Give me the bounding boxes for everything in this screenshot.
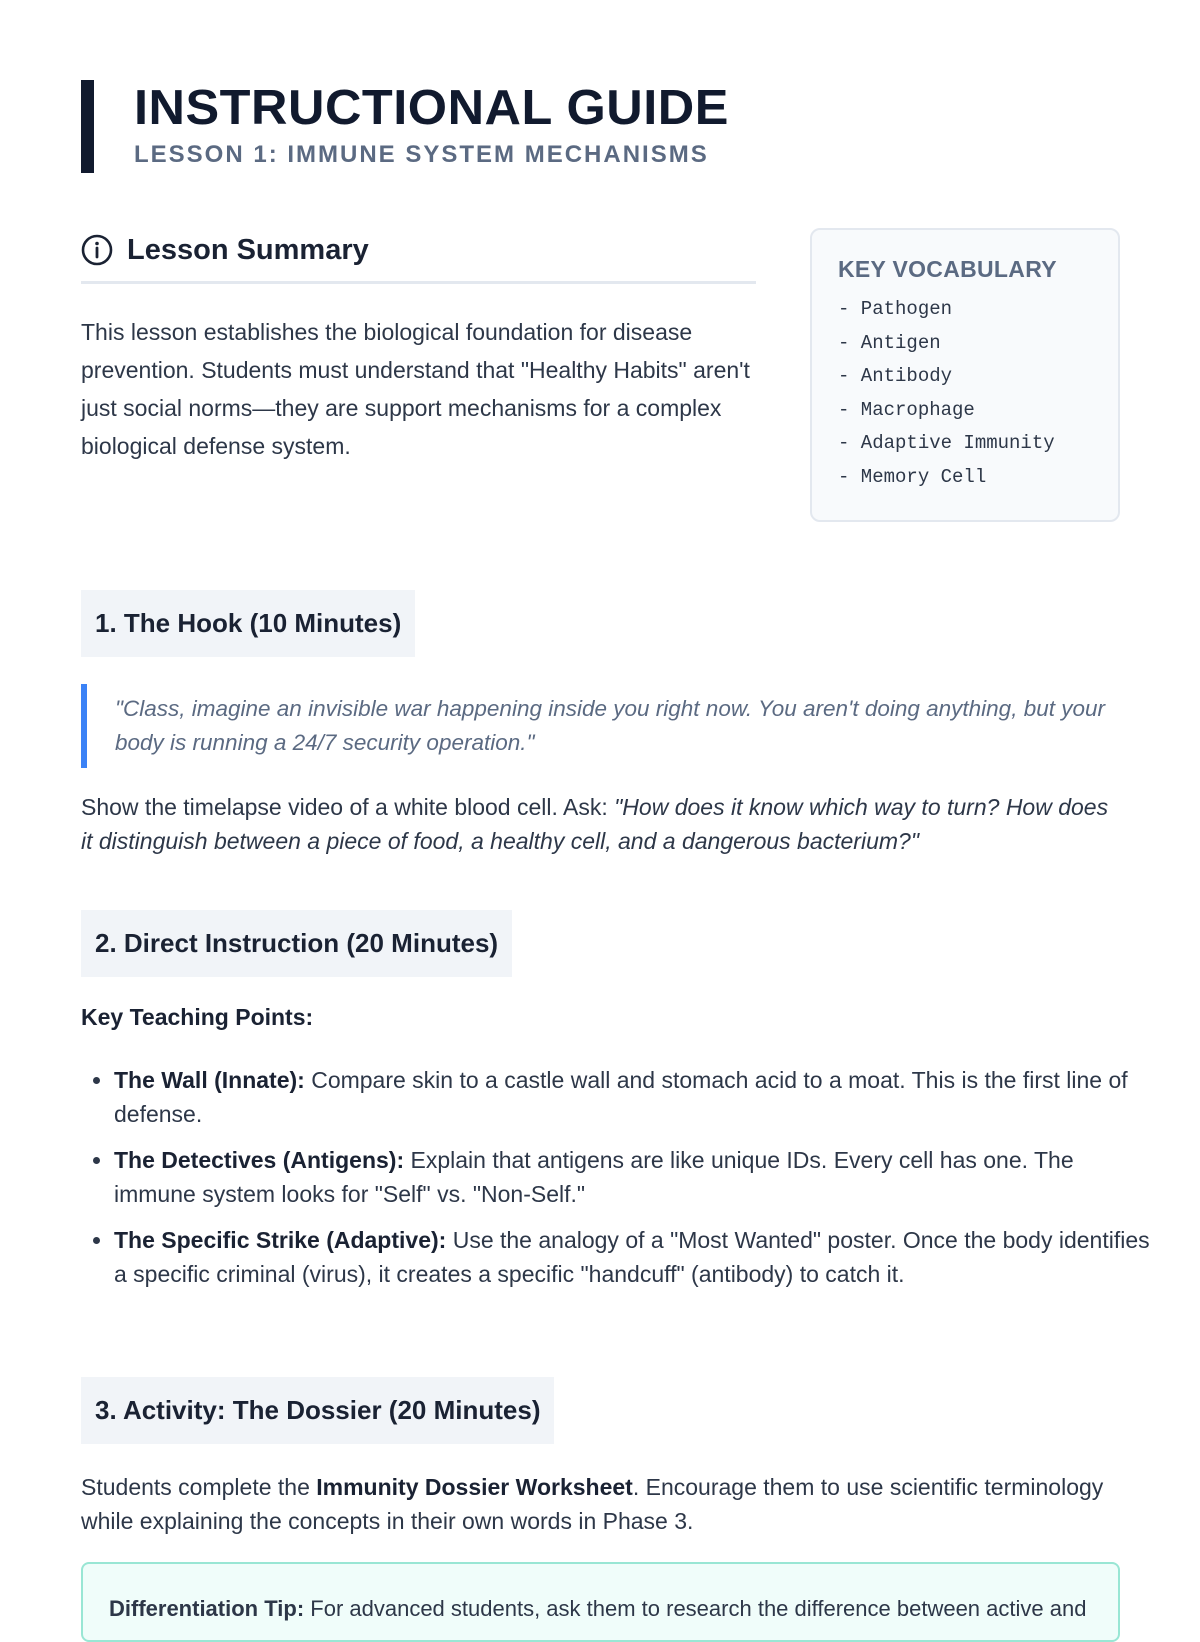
activity-text [81,1470,1120,1538]
hook-instruction-lead: Show the timelapse video of a white blood cell. Ask: [81,794,615,820]
worksheet-name: Immunity Dossier Worksheet [316,1474,633,1500]
teaching-points-list [81,1063,1153,1303]
header-accent-bar [81,80,94,173]
info-icon [81,234,113,266]
vocab-item: - Antibody [838,365,953,387]
direct-instruction-heading-text: 2. Direct Instruction (20 Minutes) [95,928,499,958]
lesson-summary-section [81,230,756,465]
hook-quote-text: "Class, imagine an invisible war happening inside you right now. You aren't doing anything, but your body is running a 24/7 security operation." [115,696,1105,755]
lesson-summary-header [81,230,756,270]
vocab-item: - Memory Cell [838,465,987,488]
activity-text-after: . Encourage them to use scientific terminology while explaining the concepts in their own words in Phase 3. [81,1474,1104,1534]
activity-section-heading [81,1377,554,1444]
tip-body: For advanced students, ask them to research the difference between active and [304,1596,1087,1621]
hook-heading-text: 1. The Hook (10 Minutes) [95,608,402,638]
lesson-summary-title: Lesson Summary [127,233,369,266]
tip-label: Differentiation Tip: [109,1596,305,1621]
vocab-item: - Macrophage [838,398,975,421]
vocab-item: - Pathogen [838,298,953,320]
key-vocabulary-box [810,228,1120,522]
point-text: Explain that antigens are like unique IDs. Every cell has one. The immune system looks for "Self" vs. "Non-Self." [114,1147,1074,1207]
direct-instruction-heading [81,910,512,977]
summary-divider [81,281,756,284]
hook-instruction [81,790,1120,858]
vocabulary-list [838,293,1092,494]
vocab-item: - Antigen [838,331,941,354]
vocab-item: - Adaptive Immunity [838,432,1055,454]
differentiation-tip-box [81,1562,1120,1642]
point-term: The Detectives (Antigens): [114,1147,405,1173]
key-vocabulary-title: KEY VOCABULARY [838,256,1057,282]
lesson-summary-text: This lesson establishes the biological foundation for disease prevention. Students must understand that "Healthy Habits" aren't just social norms—they are support mechanisms for a complex biological defense system. [81,319,750,459]
hook-section-heading [81,590,415,657]
list-item [114,1223,1153,1291]
hook-quote [81,684,1120,768]
point-term: The Wall (Innate): [114,1067,305,1093]
lesson-subtitle: LESSON 1: IMMUNE SYSTEM MECHANISMS [134,141,709,168]
list-item [114,1063,1153,1131]
point-text: Use the analogy of a "Most Wanted" poster. Once the body identifies a specific criminal (virus), it creates a specific "handcuff" (antibody) to catch it. [114,1227,1150,1287]
point-term: The Specific Strike (Adaptive): [114,1227,447,1253]
hook-instruction-question: "How does it know which way to turn? How does it distinguish between a piece of food, a healthy cell, and a dangerous bacterium?" [81,794,1109,854]
activity-text-before: Students complete the [81,1474,317,1500]
key-teaching-points-label: Key Teaching Points: [81,1004,314,1030]
activity-heading-text: 3. Activity: The Dossier (20 Minutes) [95,1395,541,1425]
list-item [114,1143,1153,1211]
point-text: Compare skin to a castle wall and stomach acid to a moat. This is the first line of defense. [114,1067,1128,1127]
tip-text [109,1592,1092,1626]
page-title: INSTRUCTIONAL GUIDE [134,81,729,135]
